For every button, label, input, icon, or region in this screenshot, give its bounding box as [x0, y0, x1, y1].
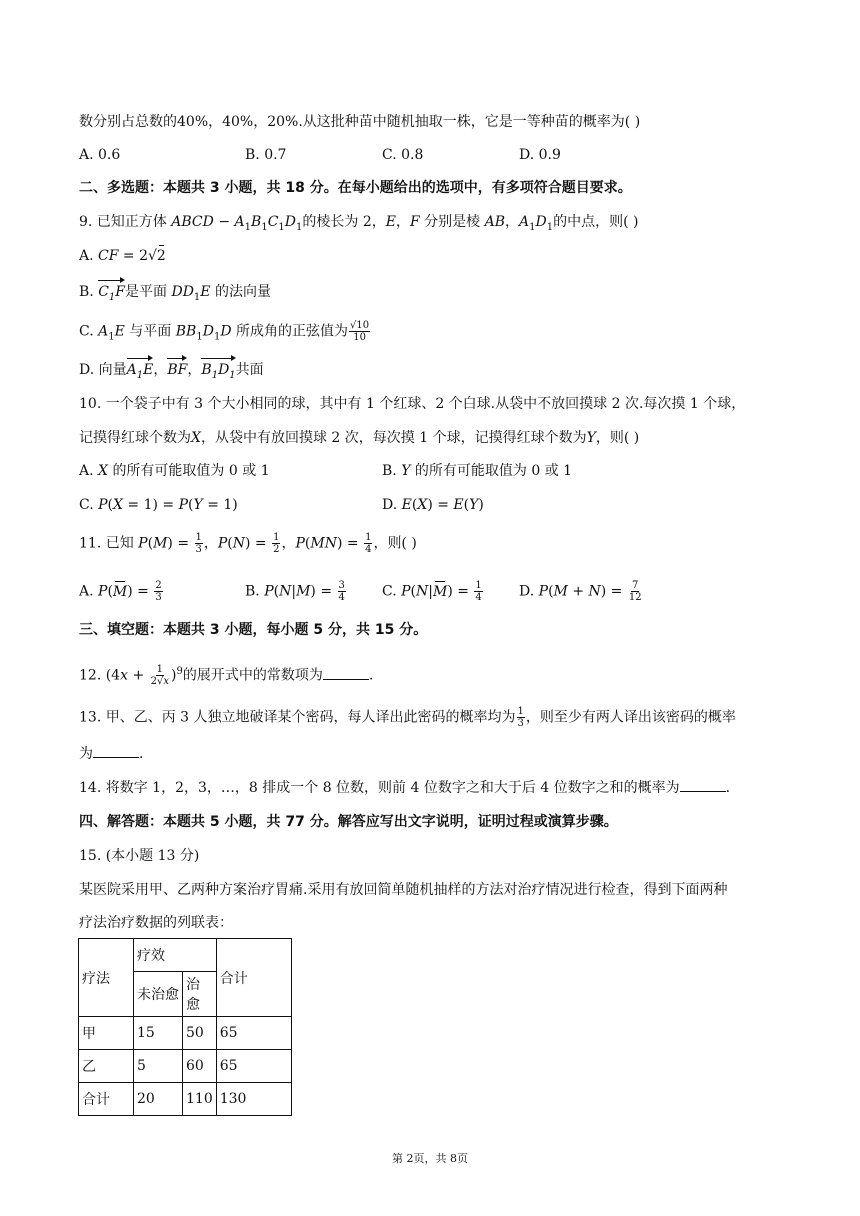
table-cell: 合计 [79, 1083, 134, 1116]
table-cell: 甲 [79, 1017, 134, 1050]
section-solutions-heading: 四、解答题：本题共 5 小题，共 77 分。解答应写出文字说明，证明过程或演算步骤。 [79, 814, 618, 830]
q11-option-c: C. P(N|M) = $\frac{1}{4}$ [382, 580, 482, 603]
section-multiple-choice-heading: 二、多选题：本题共 3 小题，共 18 分。在每小题给出的选项中，有多项符合题目要求。 [79, 180, 632, 196]
q13-stem-line2: 为 . [79, 746, 144, 762]
table-cell: 65 [216, 1017, 291, 1050]
q15-stem-line1: 某医院采用甲、乙两种方案治疗胃痛.采用有放回简单随机抽样的方法对治疗情况进行检查，得到下面两种 [79, 882, 728, 898]
q15-stem-line2: 疗法治疗数据的列联表： [79, 915, 233, 931]
q15-heading: 15. (本小题 13 分) [79, 848, 200, 864]
table-cell: 20 [134, 1083, 183, 1116]
table-header-effect: 疗效 [134, 939, 217, 972]
q10-option-c: C. P(X = 1) = P(Y = 1) [79, 497, 238, 513]
q11-option-b: B. P(N|M) = $\frac{3}{4}$ [245, 580, 345, 603]
q10-option-d: D. E(X) = E(Y) [382, 497, 484, 513]
contingency-table [78, 938, 292, 1116]
table-cell: 65 [216, 1050, 291, 1083]
q8-option-c: C. 0.8 [382, 147, 424, 163]
table-row [79, 1017, 292, 1050]
table-header-uncured: 未治愈 [134, 972, 183, 1017]
q11-option-d: D. P(M + N) = $\frac{7}{12}$ [519, 580, 642, 603]
table-cell: 110 [183, 1083, 217, 1116]
q14-answer-blank[interactable] [680, 779, 726, 792]
q9-option-d: D. 向量$A_1E$，BF，$B_1D_1$共面 [79, 360, 264, 386]
q12-answer-blank[interactable] [323, 667, 369, 680]
q8-option-b: B. 0.7 [245, 147, 287, 163]
q10-option-a: A. X 的所有可能取值为 0 或 1 [79, 463, 270, 479]
table-header-total: 合计 [216, 939, 291, 1017]
q11-stem: 11. 已知 P(M) = $\frac{1}{3}$ ，P(N) = $\frac{1}{2}$ ，P(MN) = $\frac{1}{4}$ ，则( ) [79, 532, 417, 555]
table-header-cured: 治愈 [183, 972, 217, 1017]
table-cell: 130 [216, 1083, 291, 1116]
q14-stem: 14. 将数字 1，2，3，…，8 排成一个 8 位数，则前 4 位数字之和大于后 4 位数字之和的概率为 . [79, 780, 731, 796]
q9-option-a: A. CF = 2√2 [79, 248, 166, 264]
q10-stem-line2: 记摸得红球个数为X，从袋中有放回摸球 2 次，每次摸 1 个球，记摸得红球个数为Y，则( ) [79, 430, 640, 446]
q9-option-b: B. $C_1F$是平面 $DD_1E$ 的法向量 [79, 282, 271, 308]
page-footer: 第 2页，共 8页 [392, 1152, 468, 1165]
table-cell: 50 [183, 1017, 217, 1050]
table-cell: 5 [134, 1050, 183, 1083]
table-cell: 乙 [79, 1050, 134, 1083]
q10-option-b: B. Y 的所有可能取值为 0 或 1 [382, 463, 573, 479]
q10-stem-line1: 10. 一个袋子中有 3 个大小相同的球，其中有 1 个红球、2 个白球.从袋中不放回摸球 2 次.每次摸 1 个球， [79, 396, 746, 412]
table-row [79, 1050, 292, 1083]
q13-answer-blank[interactable] [93, 745, 139, 758]
q9-stem: 9. 已知正方体 ABCD − $A_1B_1C_1D_1$的棱长为 2，E，F 分别是棱 AB，$A_1D_1$的中点，则( ) [79, 214, 639, 233]
section-fill-in-heading: 三、填空题：本题共 3 小题，每小题 5 分，共 15 分。 [79, 622, 428, 638]
table-row [79, 1083, 292, 1116]
q8-option-a: A. 0.6 [79, 147, 121, 163]
table-cell: 15 [134, 1017, 183, 1050]
q12-stem: 12. (4x + $\frac{1}{2√x}$ )$^9$的展开式中的常数项为 . [79, 664, 374, 688]
q8-option-d: D. 0.9 [519, 147, 561, 163]
q13-stem-line1: 13. 甲、乙、丙 3 人独立地破译某个密码，每人译出此密码的概率均为 $\frac{1}{3}$ ，则至少有两人译出该密码的概率 [79, 706, 736, 729]
q11-option-a: A. P(M) = $\frac{2}{3}$ [79, 580, 162, 603]
table-cell: 60 [183, 1050, 217, 1083]
q9-option-c: C. $A_1E$ 与平面 $BB_1D_1D$ 所成角的正弦值为 $\frac{√10}{10}$ [79, 320, 370, 343]
q8-stem: 数分别占总数的40%，40%，20%.从这批种苗中随机抽取一株，它是一等种苗的概率为( ) [79, 114, 641, 130]
table-header-method: 疗法 [79, 939, 134, 1017]
